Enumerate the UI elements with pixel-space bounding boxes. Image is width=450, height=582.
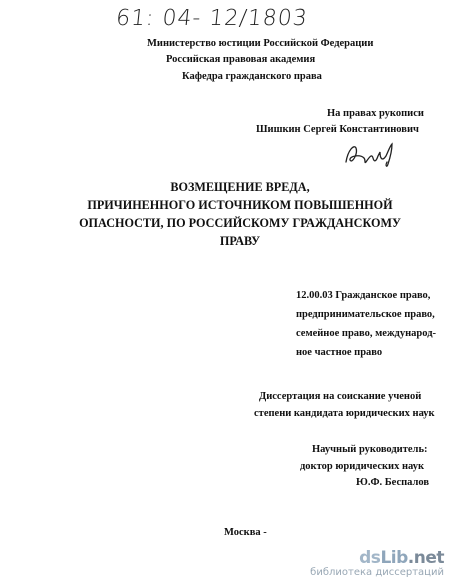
supervisor-degree: доктор юридических наук	[300, 461, 425, 472]
title-line: ПРИЧИНЕННОГО ИСТОЧНИКОМ ПОВЫШЕННОЙ	[87, 198, 393, 212]
title-line: ПРАВУ	[219, 234, 261, 248]
dissertation-title	[72, 178, 408, 250]
specialty-line: 12.00.03 Гражданское право,	[296, 290, 431, 301]
watermark-logo: dsLib.net	[359, 548, 444, 568]
dissertation-degree-line: Диссертация на соискание ученой	[259, 391, 422, 402]
specialty-line: семейное право, международ-	[296, 328, 437, 339]
author-signature	[340, 138, 400, 172]
manuscript-rights-note: На правах рукописи	[327, 108, 424, 119]
title-line: ОПАСНОСТИ, ПО РОССИЙСКОМУ ГРАЖДАНСКОМУ	[79, 216, 401, 230]
watermark-subtitle: библиотека диссертаций	[310, 567, 444, 578]
ministry-name: Министерство юстиции Российской Федерации	[147, 38, 374, 49]
title-line: ВОЗМЕЩЕНИЕ ВРЕДА,	[170, 180, 310, 194]
author-name: Шишкин Сергей Константинович	[256, 124, 419, 135]
dissertation-degree-line: степени кандидата юридических наук	[254, 408, 435, 419]
city-line: Москва -	[224, 527, 267, 538]
specialty-line: ное частное право	[296, 347, 383, 358]
supervisor-label: Научный руководитель:	[312, 444, 428, 455]
handwritten-registration-code: 61: 04- 12/1803	[114, 6, 310, 31]
dslib-watermark	[310, 548, 444, 578]
specialty-line: предпринимательское право,	[296, 309, 435, 320]
supervisor-name: Ю.Ф. Беспалов	[356, 477, 430, 488]
department-name: Кафедра гражданского права	[182, 71, 322, 82]
academy-name: Российская правовая академия	[166, 54, 316, 65]
